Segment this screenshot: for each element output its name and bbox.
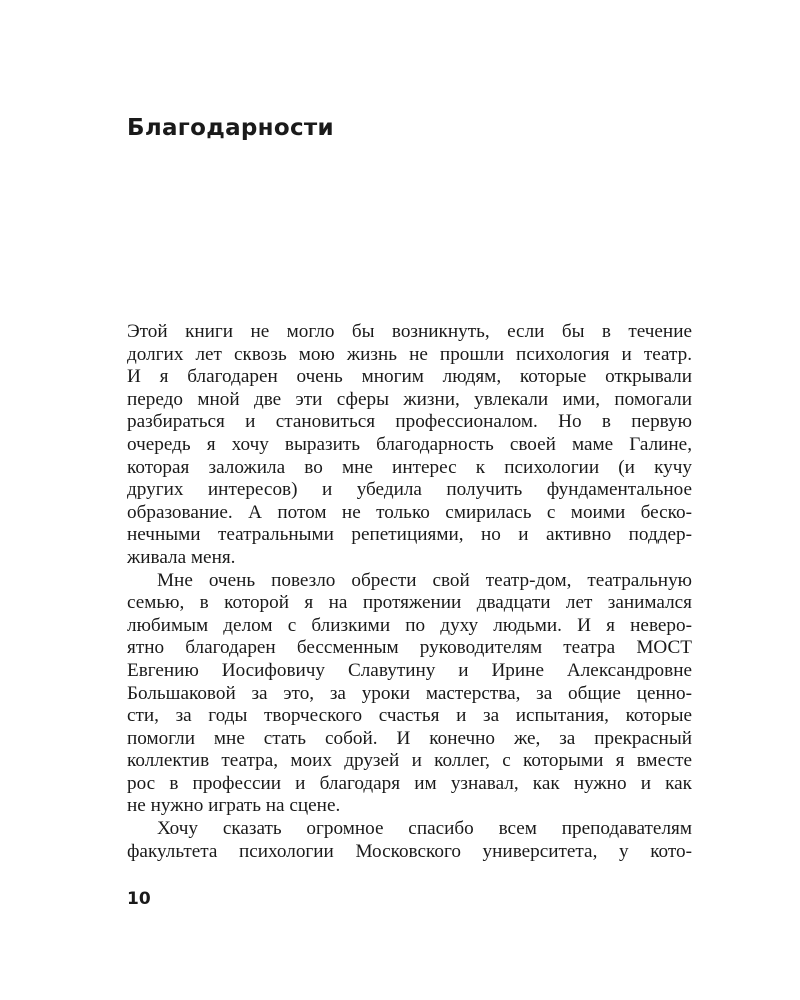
text-line: живала меня. — [127, 546, 236, 568]
text-line: помогли мне стать собой. И конечно же, за прекрасный — [127, 727, 692, 749]
text-line: Хочу сказать огромное спасибо всем преподавателям — [157, 818, 692, 840]
text-line: разбираться и становиться профессионалом. Но в первую — [127, 411, 692, 433]
page-number: 10 — [127, 889, 151, 909]
text-line: И я благодарен очень многим людям, которые открывали — [127, 366, 692, 388]
text-line: факультета психологии Московского университета, у кото- — [127, 840, 692, 862]
text-line: долгих лет сквозь мою жизнь не прошли психология и театр. — [127, 343, 692, 365]
text-line: рос в профессии и благодаря им узнавал, как нужно и как — [127, 772, 692, 794]
text-line: образование. А потом не только смирилась с моими беско- — [127, 501, 692, 523]
text-line: коллектив театра, моих друзей и коллег, с которыми я вместе — [127, 750, 692, 772]
text-line: передо мной две эти сферы жизни, увлекали ими, помогали — [127, 388, 692, 410]
text-line: Этой книги не могло бы возникнуть, если бы в течение — [127, 321, 692, 342]
text-line: семью, в которой я на протяжении двадцати лет занимался — [127, 592, 692, 614]
text-line: Большаковой за это, за уроки мастерства, за общие ценно- — [127, 682, 692, 704]
text-line: не нужно играть на сцене. — [127, 795, 341, 817]
text-line: любимым делом с близкими по духу людьми. И я неверо- — [127, 614, 692, 636]
text-line: Мне очень повезло обрести свой театр-дом, театральную — [157, 569, 692, 591]
text-line: других интересов) и убедила получить фундаментальное — [127, 479, 692, 501]
text-line: Евгению Иосифовичу Славутину и Ирине Александровне — [127, 659, 692, 681]
text-line: которая заложила во мне интерес к психологии (и кучу — [127, 456, 692, 478]
page-title: Благодарности — [127, 115, 334, 141]
text-line: ятно благодарен бессменным руководителям театра МОСТ — [127, 637, 692, 659]
text-line: нечными театральными репетициями, но и активно поддер- — [127, 524, 692, 546]
text-line: очередь я хочу выразить благодарность своей маме Галине, — [127, 433, 692, 455]
text-line: сти, за годы творческого счастья и за испытания, которые — [127, 705, 692, 727]
body-text — [127, 321, 692, 863]
